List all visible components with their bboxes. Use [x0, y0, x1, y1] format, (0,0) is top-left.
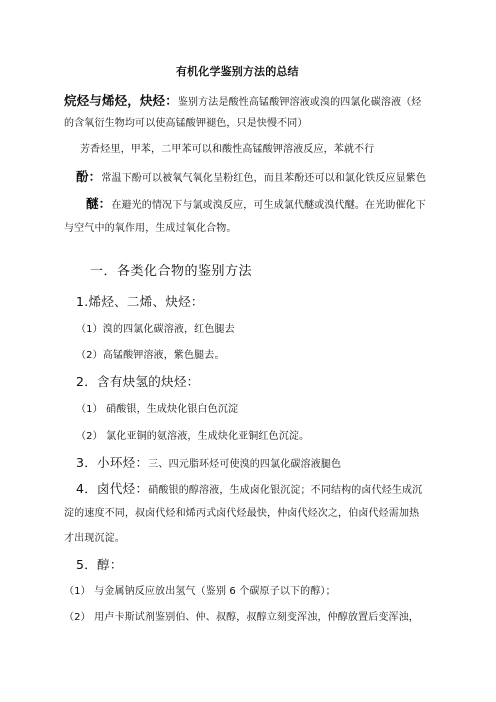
document-title: 有机化学鉴别方法的总结	[176, 65, 299, 78]
intro-line-5-rest: 在避光的情况下与氯或溴反应，可生成氯代醚或溴代醚。在光助催化下	[111, 200, 426, 211]
intro-line-2: 的含氧衍生物均可以使高锰酸钾褪色，只是快慢不同）	[64, 118, 308, 129]
s3-text: 三、四元脂环烃可使溴的四氯化碳溶液腿色	[148, 459, 342, 470]
s1-heading: 1.烯烃、二烯、炔烃：	[76, 294, 204, 309]
intro-line-4-rest: 常温下酚可以被氧气氧化呈粉红色，而且苯酚还可以和氯化铁反应显紫色	[101, 173, 427, 184]
intro-line-3: 芳香烃里，甲苯，二甲苯可以和酸性高锰酸钾溶液反应，苯就不行	[80, 144, 375, 155]
s2-heading: 2．含有炔氢的炔烃：	[76, 374, 200, 389]
s2-item-2: （2） 氯化亚铜的氨溶液，生成炔化亚铜红色沉淀。	[76, 431, 310, 442]
intro-line-5-lead: 醚：	[86, 196, 112, 211]
s1-item-2: （2）高锰酸钾溶液，紫色腿去。	[76, 350, 225, 361]
s4-text-2: 淀的速度不同，叔卤代烃和烯丙式卤代烃最快，仲卤代烃次之，伯卤代烃需加热	[64, 508, 420, 519]
s2-item-1: （1） 硝酸银，生成炔化银白色沉淀	[76, 404, 239, 415]
s4-line-1	[76, 482, 422, 498]
intro-line-4	[76, 170, 426, 186]
intro-line-5	[86, 197, 426, 213]
s3-line	[76, 456, 341, 472]
intro-line-1-rest: 鉴别方法是酸性高锰酸钾溶液或溴的四氯化碳溶液（烃	[177, 97, 422, 108]
intro-line-6: 与空气中的氧作用，生成过氧化合物。	[64, 223, 237, 234]
s5-item-2: （2） 用卢卡斯试剂鉴别伯、仲、叔醇，叔醇立刻变浑浊，仲醇放置后变浑浊，	[64, 612, 419, 623]
s1-item-1: （1）溴的四氯化碳溶液，红色腿去	[76, 324, 235, 335]
s5-item-1: （1） 与金属钠反应放出氢气（鉴别 6 个碳原子以下的醇）；	[64, 586, 336, 597]
intro-line-1-lead: 烷烃与烯烃，炔烃：	[64, 93, 178, 108]
s4-text-3: 才出现沉淀。	[64, 533, 125, 544]
section-heading-1: 一．各类化合物的鉴别方法	[90, 264, 253, 279]
s3-heading: 3．小环烃：	[76, 455, 149, 470]
s5-heading: 5．醇：	[76, 557, 123, 572]
s4-text-1: 硝酸银的醇溶液，生成卤化银沉淀；不同结构的卤代烃生成沉	[148, 485, 423, 496]
intro-line-1	[64, 94, 421, 110]
s4-heading: 4．卤代烃：	[76, 481, 149, 496]
intro-line-4-lead: 酚：	[76, 169, 102, 184]
